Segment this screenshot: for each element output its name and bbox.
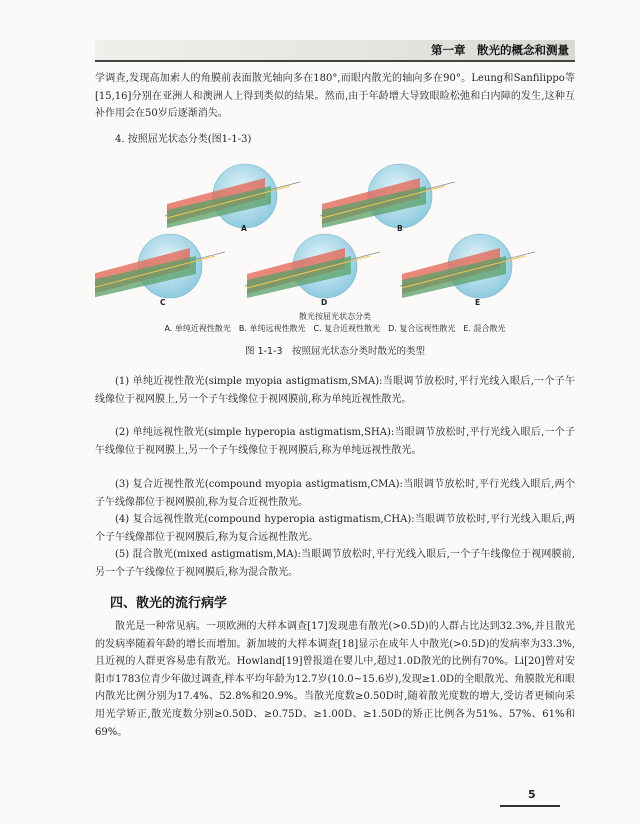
panel-label-d: D <box>321 298 328 307</box>
panel-label-b: B <box>397 224 403 233</box>
panel-label-c: C <box>160 298 166 307</box>
page-number: 5 <box>528 788 536 801</box>
panel-a-diagram <box>165 164 300 228</box>
running-header <box>95 40 575 62</box>
figure-caption: 图 1-1-3 按照屈光状态分类时散光的类型 <box>244 346 425 357</box>
panel-d-diagram <box>245 234 380 298</box>
header-rule <box>95 60 575 62</box>
panel-label-e: E <box>475 298 481 307</box>
intro-paragraph: 学调查,发现高加索人的角膜前表面散光轴向多在180°,而眼内散光的轴向多在90°。Leung和Sanfilippo等[15,16]分别在亚洲人和澳洲人上得到类似的结果。然而,由于年龄增大导致眼睑松弛和白内障的发生,这种互补作用会在50岁后逐渐消失。 <box>95 73 575 120</box>
chapter-title: 第一章 散光的概念和测量 <box>431 43 569 57</box>
type-3-paragraph: (3) 复合近视性散光(compound myopia astigmatism,CMA):当眼调节放松时,平行光线入眼后,两个子午线像都位于视网膜前,称为复合近视性散光。 <box>95 479 575 508</box>
type-2-paragraph: (2) 单纯远视性散光(simple hyperopia astigmatism,SHA):当眼调节放松时,平行光线入眼后,一个子午线像位于视网膜上,另一个子午线像位于视网膜后,称为单纯远视性散光。 <box>95 427 575 456</box>
panel-b-diagram <box>320 164 455 228</box>
section-heading: 四、散光的流行病学 <box>110 596 228 611</box>
panel-c-diagram <box>95 234 225 298</box>
page-number-rule <box>500 805 560 807</box>
item-4-heading: 4. 按照屈光状态分类(图1-1-3) <box>115 134 252 145</box>
figure-legend: A. 单纯近视性散光 B. 单纯远视性散光 C. 复合近视性散光 D. 复合远视性散光 E. 混合散光 <box>164 324 506 333</box>
figure-subtitle: 散光按屈光状态分类 <box>299 312 371 321</box>
figure-1-1-3 <box>95 158 575 338</box>
epidemiology-paragraph: 散光是一种常见病。一项欧洲的大样本调查[17]发现患有散光(>0.5D)的人群占比达到32.3%,并且散光的发病率随着年龄的增长而增加。新加坡的大样本调查[18]显示在成年人中散光(>0.5D)的发病率为33.3%,且近视的人群更容易患有散光。Howland[19]曾报道在婴儿中,超过1.0D散光的比例有70%。Li[20]曾对安阳市1783位青少年做过调查,样本平均年龄为12.7岁(10.0~15.6岁),发现≥1.0D的全眼散光、角膜散光和眼内散光比例分别为17.4%、52.8%和20.9%。当散光度数≥0.50D时,随着散光度数的增大,受访者更倾向采用光学矫正,散光度数分别≥0.50D、≥0.75D、≥1.00D、≥1.50D的矫正比例各为51%、57%、61%和69%。 <box>95 621 575 738</box>
panel-label-a: A <box>241 224 247 233</box>
type-5-paragraph: (5) 混合散光(mixed astigmatism,MA):当眼调节放松时,平行光线入眼后,一个子午线像位于视网膜前,另一个子午线像位于视网膜后,称为混合散光。 <box>95 549 575 578</box>
type-1-paragraph: (1) 单纯近视性散光(simple myopia astigmatism,SMA):当眼调节放松时,平行光线入眼后,一个子午线像位于视网膜上,另一个子午线像位于视网膜前,称为单纯近视性散光。 <box>95 376 575 405</box>
panel-e-diagram <box>400 234 535 298</box>
figure-illustration <box>95 158 575 318</box>
type-4-paragraph: (4) 复合远视性散光(compound hyperopia astigmatism,CHA):当眼调节放松时,平行光线入眼后,两个子午线像都位于视网膜后,称为复合远视性散光。 <box>95 514 575 543</box>
